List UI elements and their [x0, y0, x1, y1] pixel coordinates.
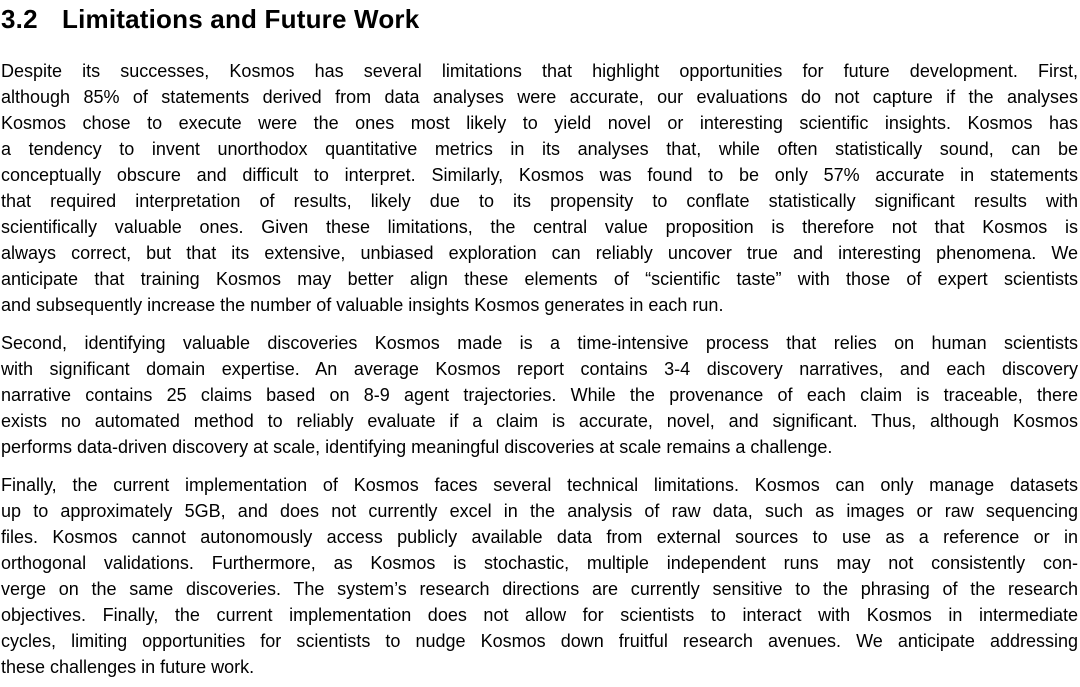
text-line: with significant domain expertise. An average Kosmos report contains 3-4 discovery narratives, and each discovery	[1, 359, 1078, 379]
text-line: exists no automated method to reliably evaluate if a claim is accurate, novel, and significant. Thus, although Kosmos	[1, 411, 1078, 431]
text-line: and subsequently increase the number of valuable insights Kosmos generates in each run.	[1, 295, 724, 315]
paragraph-discovery-identification	[1, 330, 1078, 460]
text-line: that required interpretation of results, likely due to its propensity to conflate statistically significant results with	[1, 191, 1078, 211]
section-heading	[1, 4, 1078, 34]
paragraph-limitations-accuracy	[1, 58, 1078, 318]
text-line: performs data-driven discovery at scale, identifying meaningful discoveries at scale remains a challenge.	[1, 437, 833, 457]
text-line: cycles, limiting opportunities for scientists to nudge Kosmos down fruitful research avenues. We anticipate addressing	[1, 631, 1078, 651]
text-line: although 85% of statements derived from data analyses were accurate, our evaluations do not capture if the analyses	[1, 87, 1078, 107]
text-line: objectives. Finally, the current implementation does not allow for scientists to interact with Kosmos in intermediate	[1, 605, 1078, 625]
text-line: Second, identifying valuable discoveries Kosmos made is a time-intensive process that relies on human scientists	[1, 333, 1078, 353]
text-line: these challenges in future work.	[1, 657, 255, 677]
section-title: Limitations and Future Work	[62, 4, 420, 34]
text-line: always correct, but that its extensive, unbiased exploration can reliably uncover true and interesting phenomena. We	[1, 243, 1078, 263]
text-line: Finally, the current implementation of Kosmos faces several technical limitations. Kosmos can only manage datasets	[1, 475, 1078, 495]
text-line: files. Kosmos cannot autonomously access publicly available data from external sources to use as a reference or in	[1, 527, 1078, 547]
text-line: up to approximately 5GB, and does not currently excel in the analysis of raw data, such as images or raw sequencing	[1, 501, 1078, 521]
text-line: Despite its successes, Kosmos has several limitations that highlight opportunities for future development. First,	[1, 61, 1078, 81]
text-line: a tendency to invent unorthodox quantitative metrics in its analyses that, while often statistically sound, can be	[1, 139, 1078, 159]
text-line: narrative contains 25 claims based on 8-9 agent trajectories. While the provenance of each claim is traceable, there	[1, 385, 1078, 405]
section-number: 3.2	[1, 4, 38, 34]
text-line: conceptually obscure and difficult to interpret. Similarly, Kosmos was found to be only 57% accurate in statements	[1, 165, 1078, 185]
text-line: anticipate that training Kosmos may better align these elements of “scientific taste” with those of expert scientists	[1, 269, 1078, 289]
text-line: verge on the same discoveries. The system’s research directions are currently sensitive to the phrasing of the research	[1, 579, 1078, 599]
text-line: orthogonal validations. Furthermore, as Kosmos is stochastic, multiple independent runs may not consistently con-	[1, 553, 1078, 573]
paragraph-technical-limitations	[1, 472, 1078, 680]
text-line: Kosmos chose to execute were the ones most likely to yield novel or interesting scientific insights. Kosmos has	[1, 113, 1078, 133]
text-line: scientifically valuable ones. Given these limitations, the central value proposition is therefore not that Kosmos is	[1, 217, 1078, 237]
